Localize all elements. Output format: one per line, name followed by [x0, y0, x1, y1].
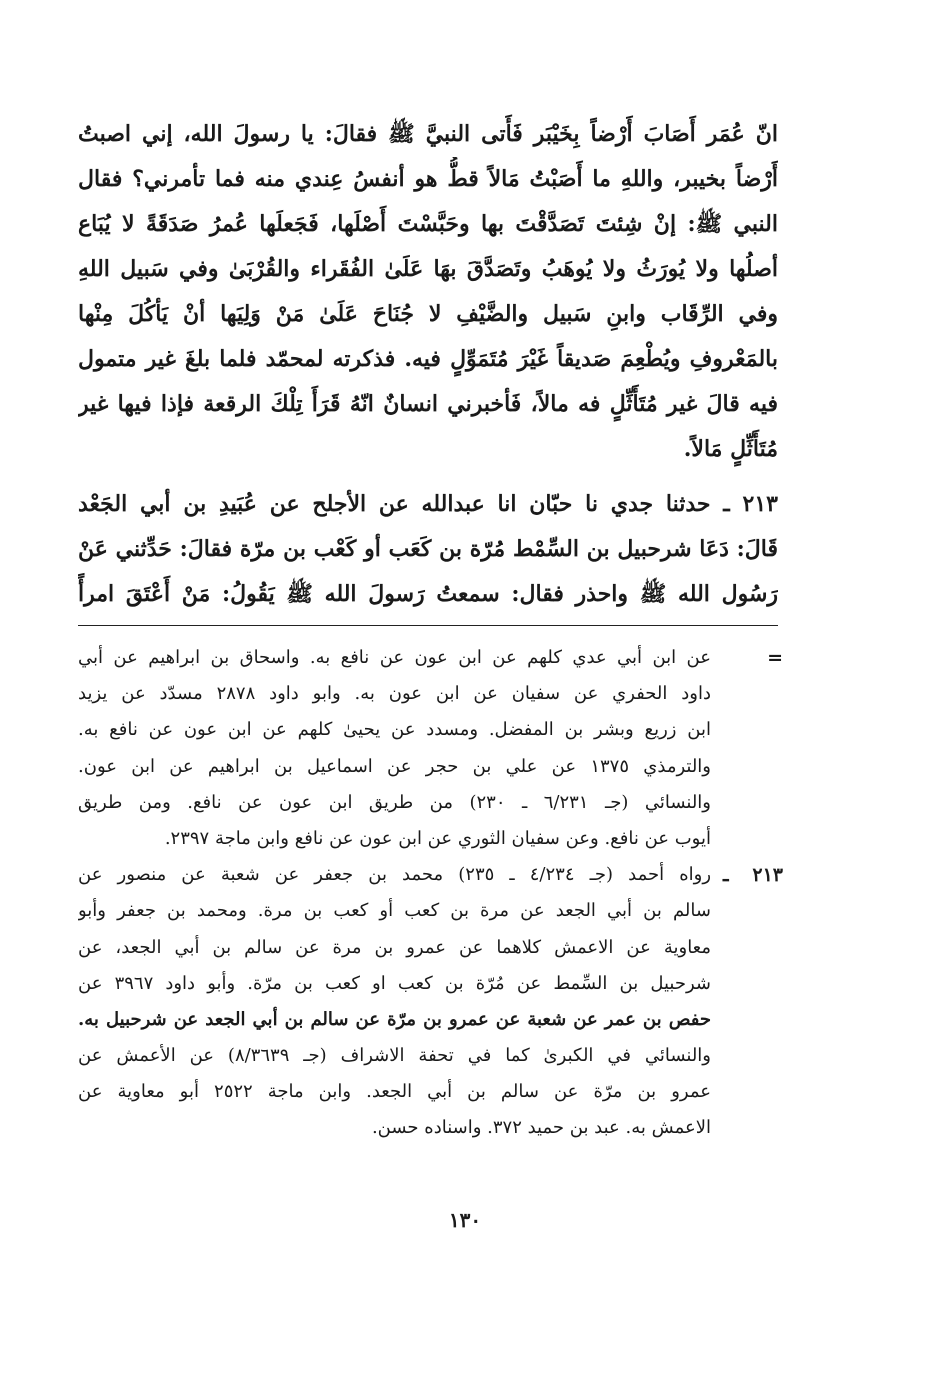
footnote-line	[78, 821, 783, 857]
hadith-line: ٢١٣ ـ حدثنا جدي نا حبّان انا عبدالله عن الأجلح عن عُبَيدِ بن أبي الجَعْد	[78, 491, 778, 517]
footnote-line	[78, 1110, 783, 1146]
main-text-line: بالمَعْروفِ ويُطْعِمَ صَديقاً غَيْرَ مُتَمَوِّلٍ فيه. فذكرته لمحمّد فلما بلغَ غير متمول	[78, 346, 778, 372]
footnote-text: الاعمش به. عبد بن حميد ٣٧٢. واسناده حسن.	[371, 1117, 711, 1139]
footnote-line	[78, 676, 783, 712]
main-text-line: انّ عُمَر أَصَابَ أَرْضاً بِخَيْبَر فَأَتى النبيَّ ﷺ فقالَ: يا رسولَ الله، إني اصبتُ	[78, 121, 778, 147]
footnote-text: والنسائي في الكبرىٰ كما في تحفة الاشراف (جـ ٨/٣٦٣٩) عن الأعمش عن	[78, 1045, 711, 1067]
footnote-text: داود الحفري عن سفيان عن ابن عون به. وابو داود ٢٨٧٨ مسدّد عن يزيد	[78, 683, 711, 705]
footnote-text: عمرو بن مرّة عن سالم بن أبي الجعد. وابن ماجة ٢٥٢٢ أبو معاوية عن	[78, 1081, 711, 1103]
footnote-line	[78, 1038, 783, 1074]
footnote-line	[78, 640, 783, 676]
footnote-text: والنسائي (جـ ٦/٢٣١ ـ ٢٣٠) من طريق ابن عون عن نافع. ومن طريق	[78, 791, 712, 813]
footnote-text: شرحبيل بن السِّمط عن مُرّة بن كعب او كعب بن مرّة. وأبو داود ٣٩٦٧ عن	[78, 972, 711, 994]
footnote-text: عن ابن أبي عدي كلهم عن ابن عون عن نافع به. واسحاق بن ابراهيم عن أبي	[78, 647, 711, 668]
footnote-line	[78, 930, 783, 966]
page-number: ١٣٠	[448, 1208, 482, 1232]
footnote-text: معاوية عن الاعمش كلاهما عن عمرو بن مرة عن سالم بن أبي الجعد، عن	[78, 936, 711, 958]
footnote-text: سالم بن أبي الجعد عن مرة بن كعب أو كعب بن مرة. ومحمد بن جعفر وأبو	[78, 900, 711, 922]
footnote-separator	[78, 625, 778, 626]
hadith-line: رَسُول الله ﷺ واحذر فقال: سمعتُ رَسولَ الله ﷺ يَقُولُ: مَنْ أَعْتَقَ امرأً	[78, 581, 778, 607]
footnote-line	[78, 712, 783, 748]
footnote-text: أيوب عن نافع. وعن سفيان الثوري عن ابن عون عن نافع وابن ماجة ٢٣٩٧.	[164, 827, 711, 849]
main-text-line: مُتَأَثِّلٍ مَالاً.	[683, 436, 778, 462]
footnote-line	[78, 1074, 783, 1110]
footnote-line	[78, 966, 783, 1002]
footnote-text: والترمذي ١٣٧٥ عن علي بن حجر عن اسماعيل بن ابراهيم عن ابن عون.	[78, 755, 711, 777]
footnote-text: ابن زريع وبشر بن المفضل. ومسدد عن يحيىٰ كلهم عن ابن عون عن نافع به.	[78, 719, 711, 741]
main-text-line: أَرْضاً بخيبر، واللهِ ما أَصَبْتُ مَالاً قطُّ هو أنفسُ عِندي منه فما تأمرني؟ فقال	[78, 166, 778, 192]
footnote-line	[78, 893, 783, 929]
footnote-continuation-marker: =	[767, 647, 783, 669]
footnotes-block	[78, 640, 783, 1147]
hadith-213-block	[78, 482, 778, 617]
main-text-line: أصلُها ولا يُورَثُ ولا يُوهَبُ وتَصَدَّقَ بهَا عَلَىٰ الفُقَراء والقُرْبَىٰ وفي سَبيل اللهِ	[78, 256, 778, 282]
footnote-text: رواه أحمد (جـ ٤/٢٣٤ ـ ٢٣٥) محمد بن جعفر عن شعبة عن منصور عن	[78, 864, 712, 886]
main-text-line: فيه قالَ غير مُتَأَثِّلٍ فه مالاً، فَأخبرني انسانٌ انّهُ قَرَأَ تِلْكَ الرقعة فإذا فيها غير	[78, 391, 778, 417]
footnote-line	[78, 785, 783, 821]
footnote-line	[78, 749, 783, 785]
hadith-line: قَالَ: دَعَا شرحبيل بن السِّمْط مُرّة بن كَعَب أو كَعْب بن مرّة فقالَ: حَدِّثني عَنْ	[78, 536, 778, 562]
main-text-line: وفي الرِّقَاب وابنِ سَبيل والضَّيْفِ لا جُنَاحَ عَلَىٰ مَنْ وَلِيَها أنْ يَأكُلَ مِنْها	[78, 301, 778, 327]
footnote-line	[78, 857, 783, 893]
footnote-number-213: ٢١٣ ـ	[723, 864, 783, 887]
main-text-line: النبي ﷺ: إنْ شِئتَ تَصَدَّقْتَ بها وحَبَّسْتَ أَصْلَها، فَجَعلَها عُمرُ صَدَقَةً لا يُبَاع	[78, 211, 778, 237]
footnote-line	[78, 1002, 783, 1038]
main-text-block	[78, 112, 778, 472]
footnote-text: حفص بن عمر عن شعبة عن عمرو بن مرّة عن سالم بن أبي الجعد عن شرحبيل به.	[78, 1008, 711, 1030]
